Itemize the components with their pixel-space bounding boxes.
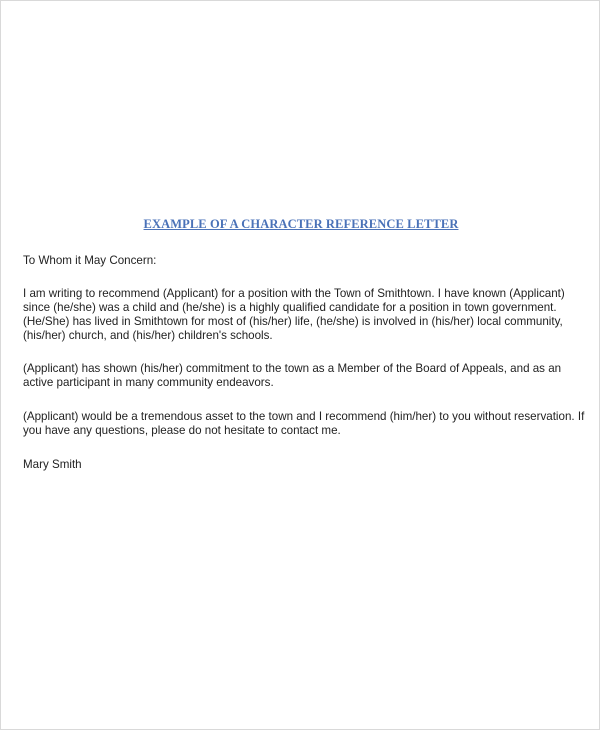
letter-signature: Mary Smith [23,458,82,471]
letter-title: EXAMPLE OF A CHARACTER REFERENCE LETTER [143,217,459,231]
letter-paragraph-1: I am writing to recommend (Applicant) for a position with the Town of Smithtown. I have known (Applicant) since (he/she) was a child and (he/she) is a highly qualified candidate for a position in town government. (He/She) has lived in Smithtown for most of (his/her) life, (he/she) is involved in (his/her) local community, (his/her) church, and (his/her) children's schools. [23,287,565,342]
letter-salutation: To Whom it May Concern: [23,254,157,267]
letter-paragraph-3: (Applicant) would be a tremendous asset to the town and I recommend (him/her) to you without reservation. If you have any questions, please do not hesitate to contact me. [23,410,585,437]
letter-paragraph-2: (Applicant) has shown (his/her) commitment to the town as a Member of the Board of Appeals, and as an active participant in many community endeavors. [23,362,562,389]
